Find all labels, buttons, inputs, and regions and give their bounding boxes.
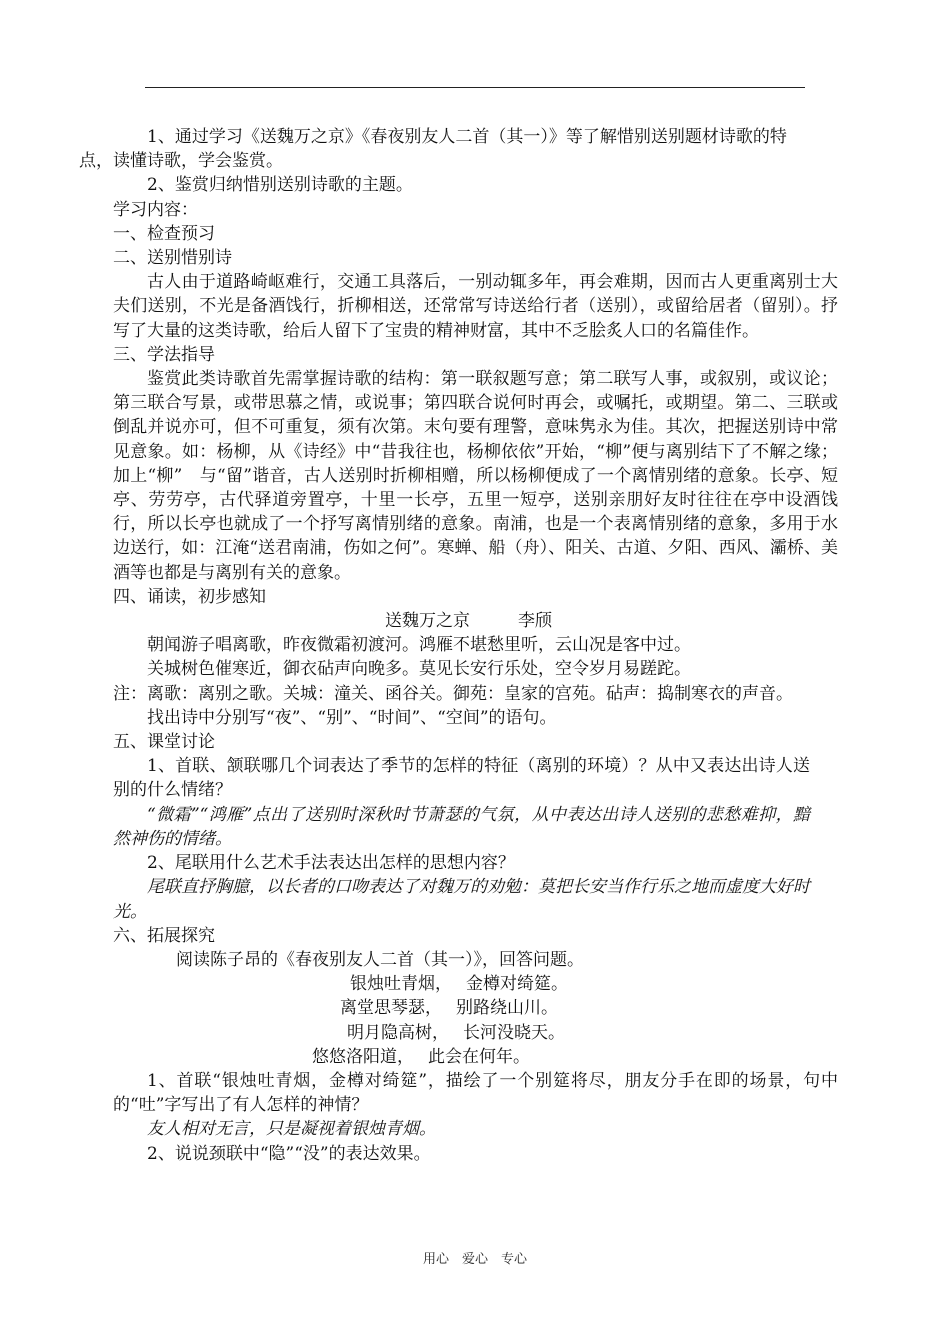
discussion-question-1: 1、首联、颔联哪几个词表达了季节的怎样的特征（离别的环境）？从中又表达出诗人送别的什么情绪？: [113, 756, 810, 801]
section-2-heading: 二、送别惜别诗: [113, 248, 232, 269]
section-5-heading: 五、课堂讨论: [113, 732, 215, 753]
objective-1-line-b: 点，读懂诗歌，学会鉴赏。: [79, 151, 283, 172]
objective-1: [79, 125, 838, 173]
poem2-line-4: [113, 1045, 838, 1069]
poem-task: 找出诗中分别写“夜”、“别”、“时间”、“空间”的语句。: [147, 707, 557, 728]
explore-answer-1: 友人相对无言，只是凝视着银烛青烟。: [147, 1119, 436, 1140]
section-1-heading: 一、检查预习: [113, 223, 215, 244]
section-3-heading: 三、学法指导: [113, 344, 215, 365]
discussion-answer-1: “微霜”“鸿雁”点出了送别时深秋时节萧瑟的气氛，从中表达出诗人送别的悲愁难抑，黯然神伤的情绪。: [113, 804, 810, 849]
poem2-line-3-b: 长河没晓天。: [463, 1022, 565, 1043]
poem2-line-1-a: 银烛吐青烟，: [350, 974, 452, 995]
poem2-line-2-b: 别路绕山川。: [456, 998, 558, 1019]
section-6-heading: 六、拓展探究: [113, 925, 215, 946]
objective-2: 2、鉴赏归纳惜别送别诗歌的主题。: [147, 175, 413, 196]
page-footer: 用心 爱心 专心: [422, 1252, 527, 1267]
poem-title-line: [113, 609, 838, 633]
section-3-paragraph: 鉴赏此类诗歌首先需掌握诗歌的结构：第一联叙题写意；第二联写人事，或叙别，或议论；第三联合写景，或带思慕之情，或说事；第四联合说何时再会，或嘱托，或期望。第二、三联或倒乱并说亦可，但不可重复，须有次第。末句要有理警，意味隽永为佳。其次，把握送别诗中常见意象。如：杨柳，从《诗经》中“昔我往也，杨柳依依”开始，“柳”便与离别结下了不解之缘；加上“柳” 与“留”谐音，古人送别时折柳相赠，所以杨柳便成了一个离情别绪的意象。长亭、短亭、劳劳亭，古代驿道旁置亭，十里一长亭，五里一短亭，送别亲朋好友时往往在亭中设酒饯行，所以长亭也就成了一个抒写离情别绪的意象。南浦，也是一个表离情别绪的意象，多用于水边送行，如：江淹“送君南浦，伤如之何”。寒蝉、船（舟）、阳关、古道、夕阳、西风、灞桥、美酒等也都是与离别有关的意象。: [113, 369, 838, 583]
header-rule: [145, 87, 805, 88]
reading-instruction: 阅读陈子昂的《春夜别友人二首（其一）》，回答问题。: [176, 949, 584, 970]
discussion-question-2: 2、尾联用什么艺术手法表达出怎样的思想内容？: [147, 853, 515, 874]
poem-author: 李颀: [518, 611, 552, 632]
content-label: 学习内容：: [113, 199, 198, 220]
poem2-line-4-b: 此会在何年。: [428, 1046, 530, 1067]
discussion-answer-2: 尾联直抒胸臆，以长者的口吻表达了对魏万的劝勉：莫把长安当作行乐之地而虚度大好时光。: [113, 877, 810, 922]
poem2-line-4-a: 悠悠洛阳道，: [312, 1046, 414, 1067]
poem-note: 注：离歌：离别之歌。关城：潼关、函谷关。御苑：皇家的宫苑。砧声：捣制寒衣的声音。: [113, 683, 793, 704]
document-body: [79, 125, 838, 1166]
explore-question-2: 2、说说颈联中“隐”“没”的表达效果。: [147, 1143, 431, 1164]
poem2-line-1-b: 金樽对绮筵。: [466, 974, 568, 995]
poem2-line-3-a: 明月隐高树，: [347, 1022, 449, 1043]
poem2-line-2: [113, 996, 838, 1020]
poem2-line-2-a: 离堂思琴瑟，: [340, 998, 442, 1019]
poem-line-2: 关城树色催寒近，御衣砧声向晚多。莫见长安行乐处，空令岁月易蹉跎。: [147, 659, 691, 680]
section-4-heading: 四、诵读，初步感知: [113, 586, 266, 607]
explore-question-1: 1、首联“银烛吐青烟，金樽对绮筵”，描绘了一个别筵将尽，朋友分手在即的场景，句中的“吐”字写出了有人怎样的神情？: [113, 1070, 838, 1116]
poem-line-1: 朝闻游子唱离歌，昨夜微霜初渡河。鸿雁不堪愁里听，云山况是客中过。: [147, 635, 691, 656]
poem2-line-1: [113, 972, 838, 996]
section-2-paragraph: 古人由于道路崎岖难行，交通工具落后，一别动辄多年，再会难期，因而古人更重离别士大夫们送别，不光是备酒饯行，折柳相送，还常常写诗送给行者（送别），或留给居者（留别）。抒写了大量的这类诗歌，给后人留下了宝贵的精神财富，其中不乏脍炙人口的名篇佳作。: [113, 272, 838, 341]
objective-1-line-a: 1、通过学习《送魏万之京》《春夜别友人二首（其一）》等了解惜别送别题材诗歌的特: [147, 127, 787, 147]
poem2-line-3: [113, 1021, 838, 1045]
poem-title: 送魏万之京: [385, 611, 470, 632]
